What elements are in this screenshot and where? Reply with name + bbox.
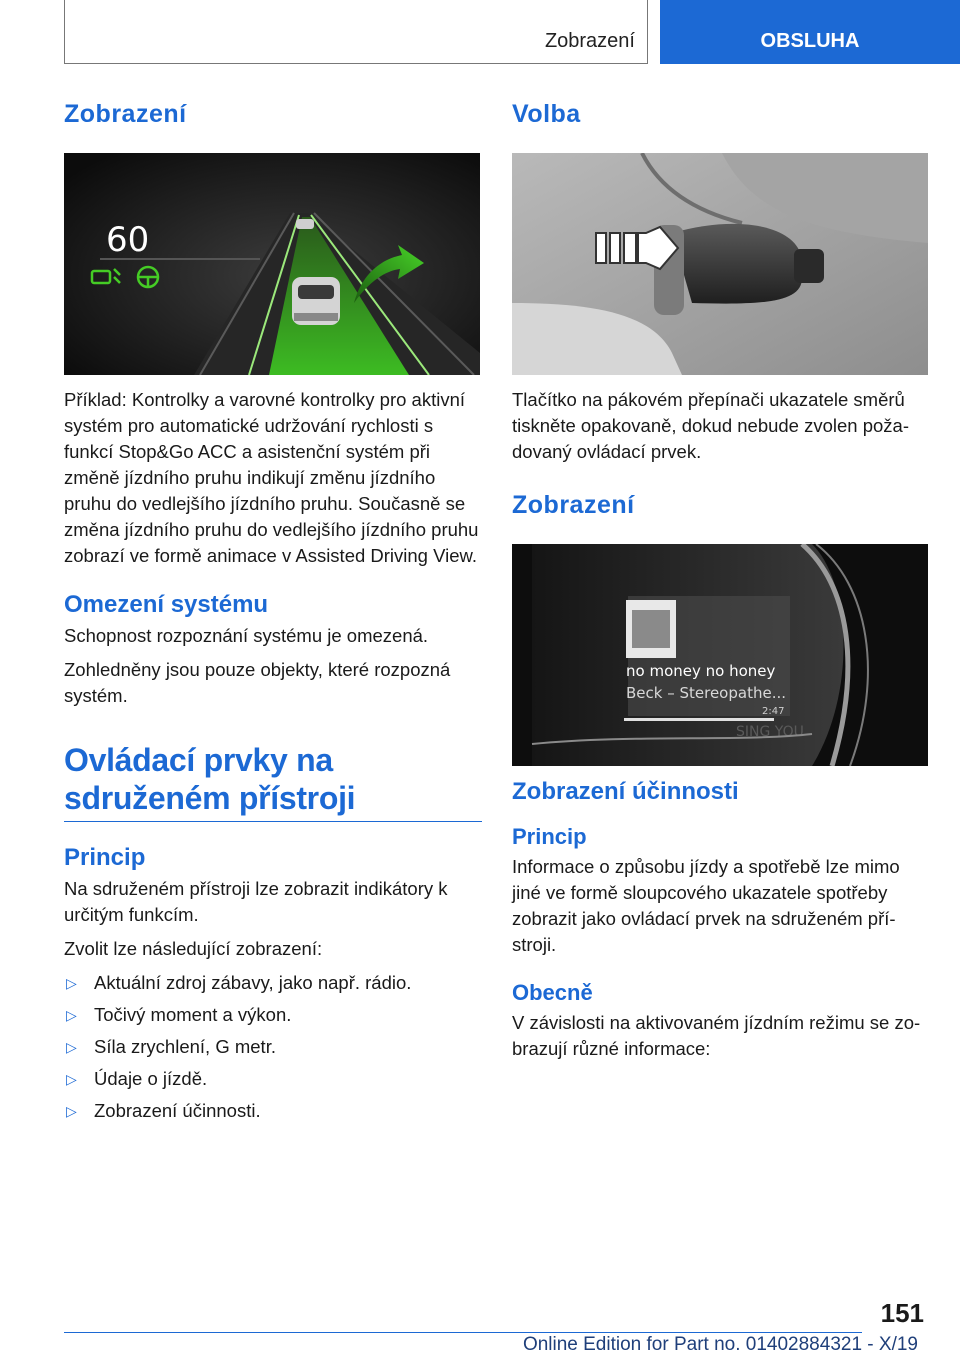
background-text: SING YOU xyxy=(736,724,804,740)
section-heading-display-2: Zobrazení xyxy=(512,491,635,519)
display-options-list xyxy=(64,970,482,1124)
right-column xyxy=(512,100,930,1070)
heading-general: Obecně xyxy=(512,980,593,1005)
principle-text-2: Zvolit lze následující zobrazení: xyxy=(64,938,323,959)
bullet-triangle-icon: ▷ xyxy=(66,1007,77,1023)
bullet-triangle-icon: ▷ xyxy=(66,975,77,991)
principle-text-1: Na sdruženém přístroji lze zobrazit indikátory k určitým funkcím. xyxy=(64,878,448,925)
turn-signal-stalk-illustration xyxy=(512,153,928,375)
header-chapter-label: OBSLUHA xyxy=(760,29,860,52)
limits-text-2: Zohledněny jsou pouze objekty, které rozpozná systém. xyxy=(64,659,451,706)
list-item: ▷ Údaje o jízdě. xyxy=(64,1066,482,1092)
limits-text-1: Schopnost rozpoznání systému je omezená. xyxy=(64,625,429,646)
artist-name: Beck – Stereopathe... xyxy=(626,684,786,702)
section-heading-selection: Volba xyxy=(512,100,581,128)
section-heading-display: Zobrazení xyxy=(64,100,187,128)
speed-readout: 60 xyxy=(106,220,150,260)
efficiency-principle-text: Informace o způsobu jízdy a spotřebě lze mimo jiné ve formě sloupcového ukazatele spotřeby zobrazit jako ovládací prvek na sdruženém přístroji. xyxy=(512,856,900,955)
list-item: ▷ Síla zrychlení, G metr. xyxy=(64,1034,482,1060)
list-item: ▷ Aktuální zdroj zábavy, jako např. rádio. xyxy=(64,970,482,996)
header-section-title: Zobrazení xyxy=(544,30,635,52)
footer-divider xyxy=(64,1332,862,1333)
ego-car-icon xyxy=(292,277,340,325)
selection-text: Tlačítko na pákovém přepínači ukazatele směrů tiskněte opakovaně, dokud nebude zvolen požadovaný ovládací prvek. xyxy=(512,389,910,462)
lane-change-illustration xyxy=(64,153,480,375)
playback-progress-bar xyxy=(624,718,774,721)
bullet-triangle-icon: ▷ xyxy=(66,1039,77,1055)
caption-lane-change: Příklad: Kontrolky a varovné kontrolky pro aktivní systém pro automatické udržování rychlosti s funkcí Stop&Go ACC a asistenční systém při změně jízdního pruhu indikují změnu jízdního pruhu do vedlejšího jízdního pruhu. Současně se změna jízdního pruhu do vedlejšího jízdního pruhu zobrazí ve formě animace v Assisted Driving View. xyxy=(64,389,479,566)
heading-efficiency-display: Zobrazení účinnosti xyxy=(512,778,739,805)
heading-principle: Princip xyxy=(64,844,146,871)
chapter-heading-line2: sdruženém přístroji xyxy=(64,780,356,816)
bullet-triangle-icon: ▷ xyxy=(66,1071,77,1087)
song-title: no money no honey xyxy=(626,662,776,680)
figure-stalk-button xyxy=(512,153,928,375)
bullet-triangle-icon: ▷ xyxy=(66,1103,77,1119)
list-item: ▷ Zobrazení účinnosti. xyxy=(64,1098,482,1124)
figure-entertainment-display xyxy=(512,544,928,766)
car-ahead-icon xyxy=(296,219,314,229)
list-item: ▷ Točivý moment a výkon. xyxy=(64,1002,482,1028)
chapter-heading-line1: Ovládací prvky na xyxy=(64,742,333,778)
heading-system-limits: Omezení systému xyxy=(64,591,269,618)
left-column xyxy=(64,100,482,1130)
track-time: 2:47 xyxy=(762,706,785,717)
figure-lane-change xyxy=(64,153,480,375)
page-number: 151 xyxy=(880,1298,924,1328)
header-chapter-tab xyxy=(660,0,960,64)
heading-principle-2: Princip xyxy=(512,824,587,849)
chapter-heading-block xyxy=(64,741,482,822)
footer-edition-text: Online Edition for Part no. 01402884321 - X/19 xyxy=(522,1334,918,1355)
entertainment-display-illustration xyxy=(512,544,928,766)
header-section-box xyxy=(64,0,648,64)
general-text: V závislosti na aktivovaném jízdním režimu se zobrazují různé informace: xyxy=(512,1012,921,1059)
